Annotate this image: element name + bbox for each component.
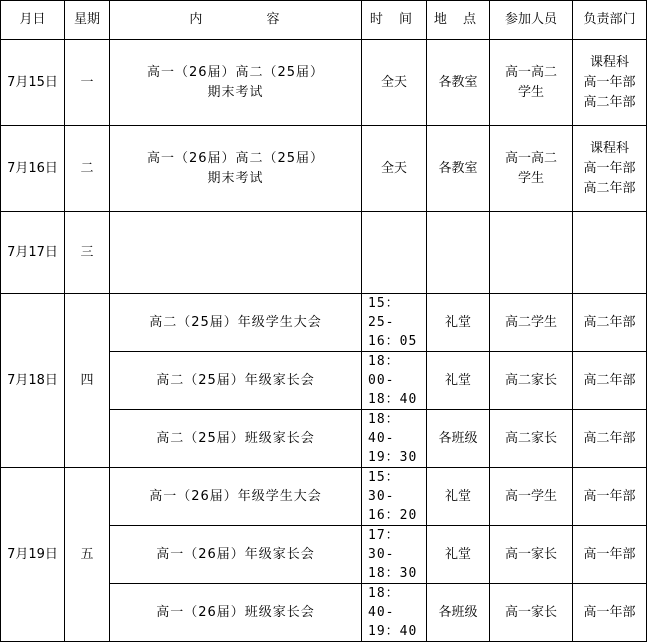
dept-cell: [573, 584, 647, 642]
place-cell: 各班级: [427, 410, 490, 468]
attendees-cell-line: 学生: [517, 170, 544, 186]
place-cell: 礼堂: [427, 294, 490, 352]
weekday-cell: 四: [65, 294, 110, 468]
date-cell: 7月15日: [1, 40, 65, 126]
content-cell: [110, 40, 362, 126]
time-cell-line: 全天: [380, 74, 407, 90]
attendees-cell: [490, 40, 573, 126]
content-cell-line: 高二（25届）年级学生大会: [149, 314, 322, 330]
content-cell-line: 期末考试: [207, 170, 264, 186]
content-cell-line: 高一（26届）年级家长会: [156, 546, 315, 562]
table-row: [1, 40, 647, 126]
content-cell: [110, 526, 362, 584]
header-time: 时 间: [362, 1, 427, 40]
place-cell: 各教室: [427, 40, 490, 126]
attendees-cell: [490, 410, 573, 468]
content-cell: [110, 126, 362, 212]
header-place: 地 点: [427, 1, 490, 40]
attendees-cell-line: 高一高二: [504, 150, 557, 166]
attendees-cell-line: 高一高二: [504, 64, 557, 80]
content-cell: [110, 294, 362, 352]
attendees-cell-line: 高一家长: [504, 546, 557, 562]
dept-cell: [573, 126, 647, 212]
content-cell: [110, 212, 362, 294]
content-cell-line: 高二（25届）班级家长会: [156, 430, 315, 446]
table-row: [1, 126, 647, 212]
content-cell: [110, 352, 362, 410]
dept-cell-line: 高一年部: [583, 74, 636, 90]
dept-cell-line: 高二年部: [583, 180, 636, 196]
attendees-cell: [490, 294, 573, 352]
dept-cell-line: 高二年部: [583, 94, 636, 110]
dept-cell-line: 高二年部: [583, 430, 636, 446]
dept-cell-line: 高一年部: [583, 604, 636, 620]
dept-cell: [573, 212, 647, 294]
time-cell-line: 19：40: [368, 624, 418, 639]
attendees-cell-line: 高二家长: [504, 430, 557, 446]
content-cell: [110, 468, 362, 526]
date-cell: 7月17日: [1, 212, 65, 294]
time-cell-line: 17：30-: [368, 528, 400, 562]
time-cell: [362, 584, 427, 642]
time-cell-line: 全天: [380, 160, 407, 176]
header-row: [1, 1, 647, 40]
attendees-cell: [490, 126, 573, 212]
attendees-cell-line: 高一家长: [504, 604, 557, 620]
time-cell-line: 18：40-: [368, 586, 400, 620]
place-cell: 各班级: [427, 584, 490, 642]
dept-cell-line: 高一年部: [583, 546, 636, 562]
content-cell-line: 高一（26届）年级学生大会: [149, 488, 322, 504]
place-cell: [427, 212, 490, 294]
place-cell: 礼堂: [427, 526, 490, 584]
time-cell-line: 18：40-: [368, 412, 400, 446]
attendees-cell: [490, 352, 573, 410]
attendees-cell: [490, 212, 573, 294]
dept-cell: [573, 410, 647, 468]
dept-cell: [573, 468, 647, 526]
table-row: [1, 212, 647, 294]
time-cell-line: 18：30: [368, 566, 418, 581]
weekday-cell: 三: [65, 212, 110, 294]
attendees-cell-line: 学生: [517, 84, 544, 100]
dept-cell-line: 高一年部: [583, 160, 636, 176]
time-cell: [362, 212, 427, 294]
weekday-cell: 二: [65, 126, 110, 212]
time-cell: [362, 468, 427, 526]
place-cell: 礼堂: [427, 468, 490, 526]
weekday-cell: 一: [65, 40, 110, 126]
time-cell-line: 15：25-: [368, 296, 400, 330]
attendees-cell: [490, 526, 573, 584]
time-cell-line: 16：20: [368, 508, 418, 523]
header-date: 月日: [1, 1, 65, 40]
dept-cell-line: 高二年部: [583, 372, 636, 388]
header-weekday: 星期: [65, 1, 110, 40]
content-cell-line: 期末考试: [207, 84, 264, 100]
dept-cell: [573, 40, 647, 126]
content-cell: [110, 584, 362, 642]
attendees-cell-line: 高一学生: [504, 488, 557, 504]
date-cell: 7月19日: [1, 468, 65, 642]
dept-cell: [573, 352, 647, 410]
content-cell-line: 高一（26届）高二（25届）: [146, 150, 325, 166]
content-cell: [110, 410, 362, 468]
schedule-body: [1, 40, 647, 642]
place-cell: 礼堂: [427, 352, 490, 410]
attendees-cell-line: 高二家长: [504, 372, 557, 388]
time-cell: [362, 294, 427, 352]
time-cell: [362, 352, 427, 410]
time-cell: [362, 126, 427, 212]
weekday-cell: 五: [65, 468, 110, 642]
dept-cell-line: 高二年部: [583, 314, 636, 330]
dept-cell-line: 课程科: [589, 140, 629, 156]
content-cell-line: 高二（25届）年级家长会: [156, 372, 315, 388]
dept-cell-line: 高一年部: [583, 488, 636, 504]
time-cell: [362, 40, 427, 126]
time-cell: [362, 410, 427, 468]
time-cell-line: 16：05: [368, 334, 418, 349]
attendees-cell: [490, 468, 573, 526]
dept-cell: [573, 526, 647, 584]
table-row: [1, 294, 647, 352]
time-cell-line: 18：00-: [368, 354, 400, 388]
content-cell-line: 高一（26届）班级家长会: [156, 604, 315, 620]
time-cell-line: 15：30-: [368, 470, 400, 504]
header-dept: 负责部门: [573, 1, 647, 40]
date-cell: 7月18日: [1, 294, 65, 468]
dept-cell: [573, 294, 647, 352]
place-cell: 各教室: [427, 126, 490, 212]
attendees-cell-line: 高二学生: [504, 314, 557, 330]
content-cell-line: 高一（26届）高二（25届）: [146, 64, 325, 80]
date-cell: 7月16日: [1, 126, 65, 212]
time-cell-line: 19：30: [368, 450, 418, 465]
dept-cell-line: 课程科: [589, 54, 629, 70]
time-cell: [362, 526, 427, 584]
time-cell-line: 18：40: [368, 392, 418, 407]
table-row: [1, 468, 647, 526]
attendees-cell: [490, 584, 573, 642]
header-content: 内 容: [110, 1, 362, 40]
header-attendees: 参加人员: [490, 1, 573, 40]
